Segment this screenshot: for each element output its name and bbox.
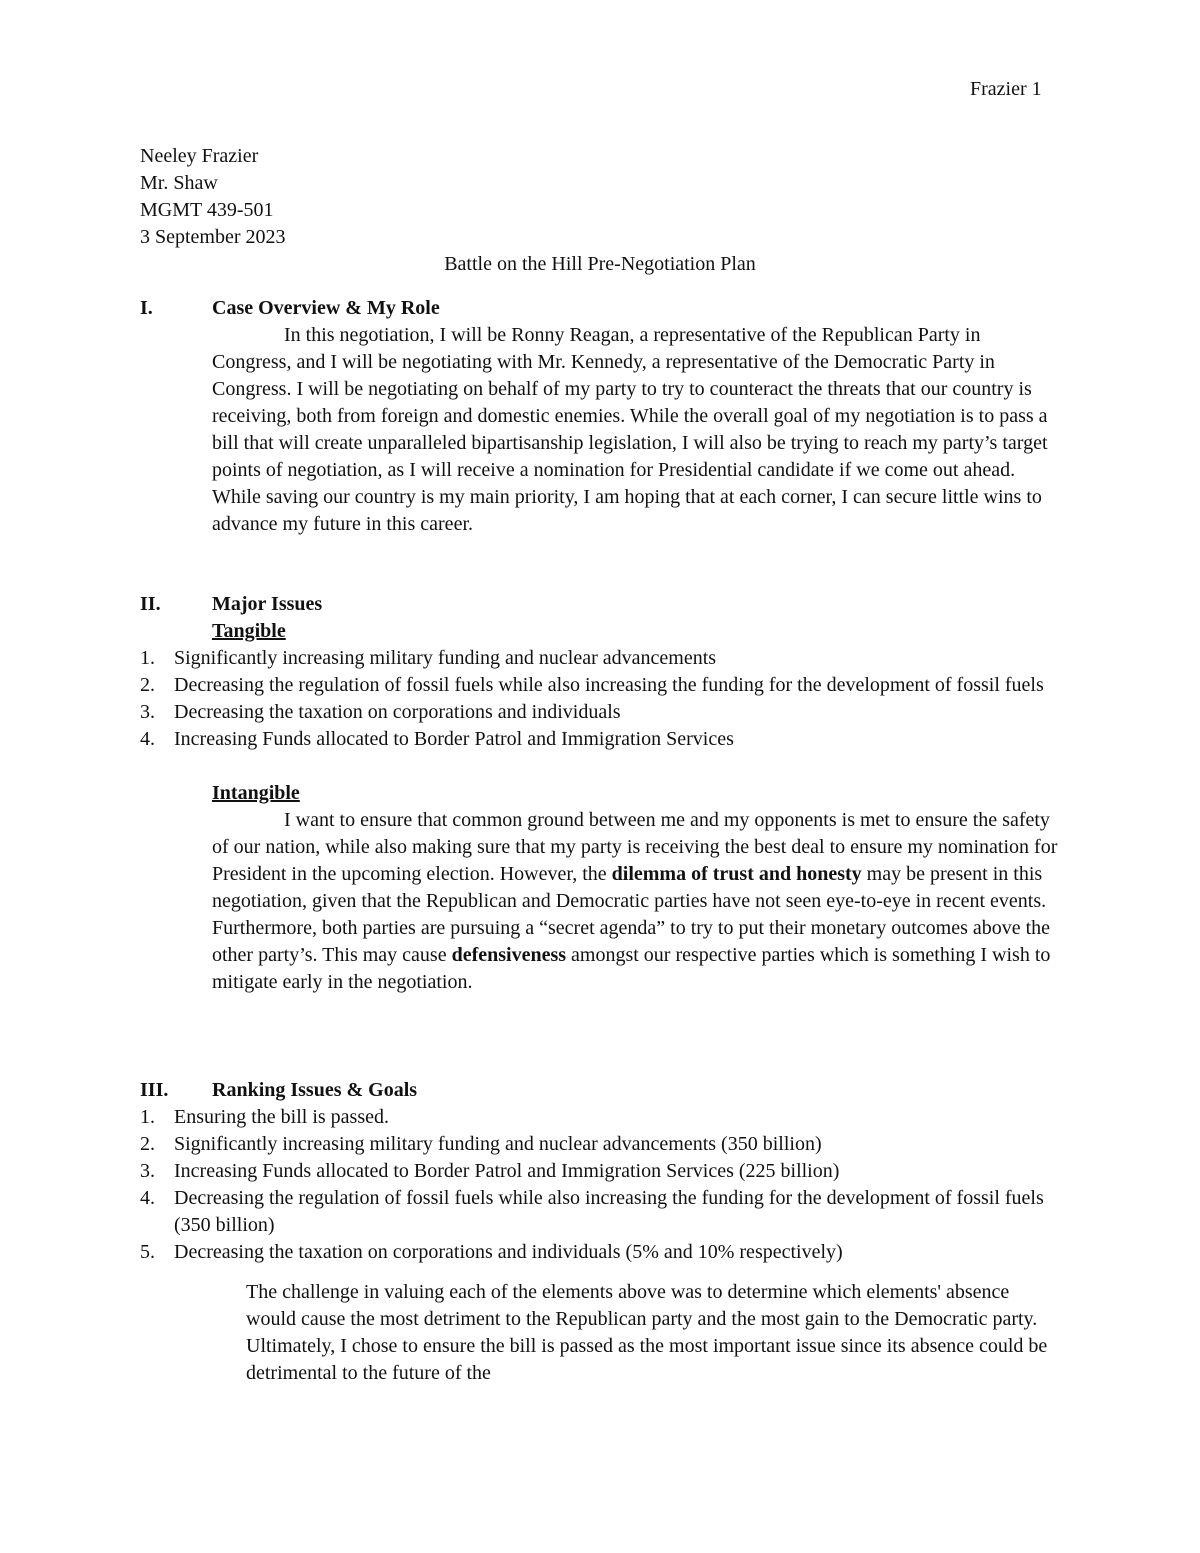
list-item: 4. Decreasing the regulation of fossil fuels while also increasing the funding for the development of fossil fuels (350 billion) [140,1187,1044,1236]
instructor-name: Mr. Shaw [140,172,218,194]
section-ranking-issues [140,1077,1060,1387]
list-item: 3. Increasing Funds allocated to Border Patrol and Immigration Services (225 billion) [140,1160,840,1182]
list-item: 3. Decreasing the taxation on corporations and individuals [140,701,621,723]
bold-term: defensiveness [451,944,567,966]
subsection-title-tangible: Tangible [212,620,286,642]
bold-term: dilemma of trust and honesty [611,863,862,885]
section-number: III. [140,1079,169,1101]
section-paragraph: I want to ensure that common ground between me and my opponents is met to ensure the safety of our nation, while also making sure that my party is receiving the best deal to ensure my nomination for President in the upcoming election. However, the dilemma of trust and honesty may be present in this negotiation, given that the Republican and Democratic parties have not seen eye-to-eye in recent events. Furthermore, both parties are pursuing a “secret agenda” to try to put their monetary outcomes above the other party’s. This may cause defensiveness amongst our respective parties which is something I wish to mitigate early in the negotiation. [212,809,1058,993]
list-item: 1. Ensuring the bill is passed. [140,1106,389,1128]
document-title: Battle on the Hill Pre-Negotiation Plan [444,253,756,275]
tangible-list [140,645,1060,753]
author-name: Neeley Frazier [140,145,259,167]
section-major-issues [140,591,1060,996]
list-item: 2. Significantly increasing military funding and nuclear advancements (350 billion) [140,1133,822,1155]
mla-heading [140,143,286,251]
list-item: 5. Decreasing the taxation on corporations and individuals (5% and 10% respectively) [140,1241,843,1263]
section-title: Major Issues [212,593,323,615]
section-paragraph: In this negotiation, I will be Ronny Reagan, a representative of the Republican Party in Congress, and I will be negotiating with Mr. Kennedy, a representative of the Democratic Party in Congress. I will be negotiating on behalf of my party to try to counteract the threats that our country is receiving, both from foreign and domestic enemies. While the overall goal of my negotiation is to pass a bill that will create unparalleled bipartisanship legislation, I will also be trying to reach my party’s target points of negotiation, as I will receive a nomination for Presidential candidate if we come out ahead. While saving our country is my main priority, I am hoping that at each corner, I can secure little wins to advance my future in this career. [212,324,1048,535]
list-item: 1. Significantly increasing military funding and nuclear advancements [140,647,717,669]
section-number: I. [140,297,153,319]
date: 3 September 2023 [140,226,286,248]
section-paragraph: The challenge in valuing each of the elements above was to determine which elements' absence would cause the most detriment to the Republican party and the most gain to the Democratic party. Ultimately, I chose to ensure the bill is passed as the most important issue since its absence could be detrimental to the future of the [246,1281,1048,1384]
section-title: Ranking Issues & Goals [212,1079,418,1101]
page-number-header: Frazier 1 [970,78,1042,100]
section-title: Case Overview & My Role [212,297,440,319]
section-case-overview [140,295,1060,538]
ranking-list [140,1104,1060,1266]
course-code: MGMT 439-501 [140,199,274,221]
list-item: 2. Decreasing the regulation of fossil fuels while also increasing the funding for the development of fossil fuels [140,674,1044,696]
list-item: 4. Increasing Funds allocated to Border Patrol and Immigration Services [140,728,734,750]
subsection-title-intangible: Intangible [212,782,300,804]
section-number: II. [140,593,161,615]
